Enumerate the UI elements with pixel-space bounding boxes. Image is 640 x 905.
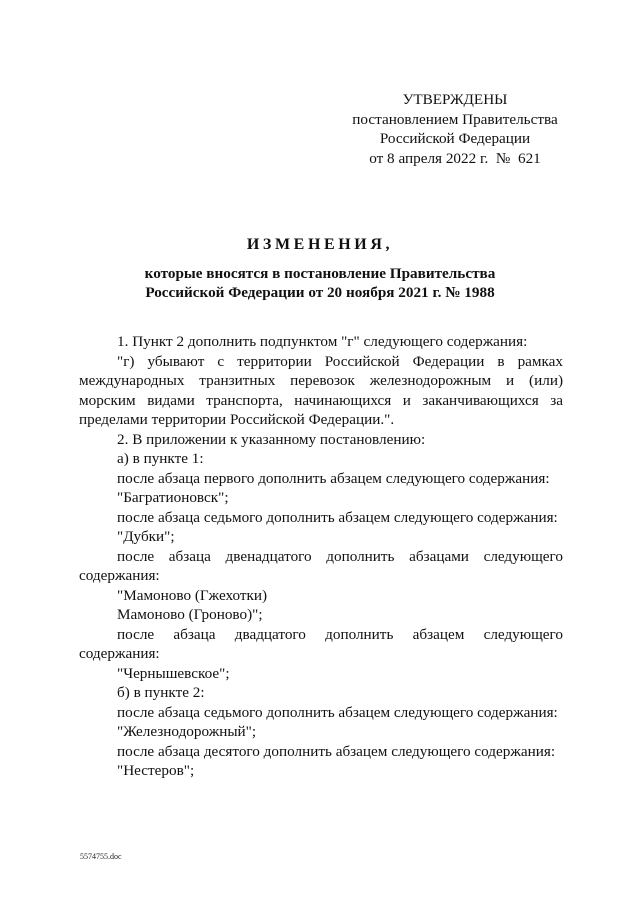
document-title: ИЗМЕНЕНИЯ, (246, 236, 394, 253)
approval-block (330, 90, 580, 168)
paragraph: б) в пункте 2: (117, 684, 205, 701)
paragraph: после абзаца двадцатого дополнить абзацем следующего содержания: (79, 625, 563, 662)
paragraph: 1. Пункт 2 дополнить подпунктом "г" следующего содержания: (117, 333, 528, 350)
paragraph: "Дубки"; (117, 528, 175, 545)
paragraph: после абзаца седьмого дополнить абзацем следующего содержания: (117, 508, 558, 526)
paragraph: после абзаца седьмого дополнить абзацем следующего содержания: (117, 703, 558, 721)
approval-date: от 8 апреля 2022 г. № 621 (369, 149, 541, 167)
approval-line: Российской Федерации (379, 130, 531, 147)
paragraph: "Железнодорожный"; (117, 723, 257, 740)
paragraph: 2. В приложении к указанному постановлению: (117, 430, 426, 448)
paragraph: "Нестеров"; (117, 762, 195, 779)
approval-heading: УТВЕРЖДЕНЫ (402, 91, 508, 108)
paragraph: а) в пункте 1: (117, 450, 204, 467)
paragraph: после абзаца двенадцатого дополнить абзацами следующего содержания: (79, 547, 563, 584)
paragraph: Мамоново (Гроново)"; (117, 606, 263, 623)
subtitle-line: Российской Федерации от 20 ноября 2021 г. № 1988 (145, 284, 495, 301)
paragraph: "Багратионовск"; (117, 489, 229, 506)
paragraph: "Чернышевское"; (117, 664, 230, 682)
paragraph: после абзаца первого дополнить абзацем следующего содержания: (117, 469, 550, 487)
document-body (79, 332, 563, 781)
approval-line: постановлением Правительства (352, 110, 558, 128)
document-subtitle (0, 264, 640, 302)
paragraph: "г) убывают с территории Российской Федерации в рамках международных транзитных перевозок железнодорожным и (или) морским видами транспорта, начинающихся и заканчивающихся за пределами территории Российской Федерации.". (79, 352, 563, 428)
file-name-footer: 5574755.doc (80, 852, 122, 861)
subtitle-line: которые вносятся в постановление Правительства (144, 265, 496, 282)
paragraph: после абзаца десятого дополнить абзацем следующего содержания: (117, 742, 556, 760)
paragraph: "Мамоново (Гжехотки) (117, 586, 268, 604)
